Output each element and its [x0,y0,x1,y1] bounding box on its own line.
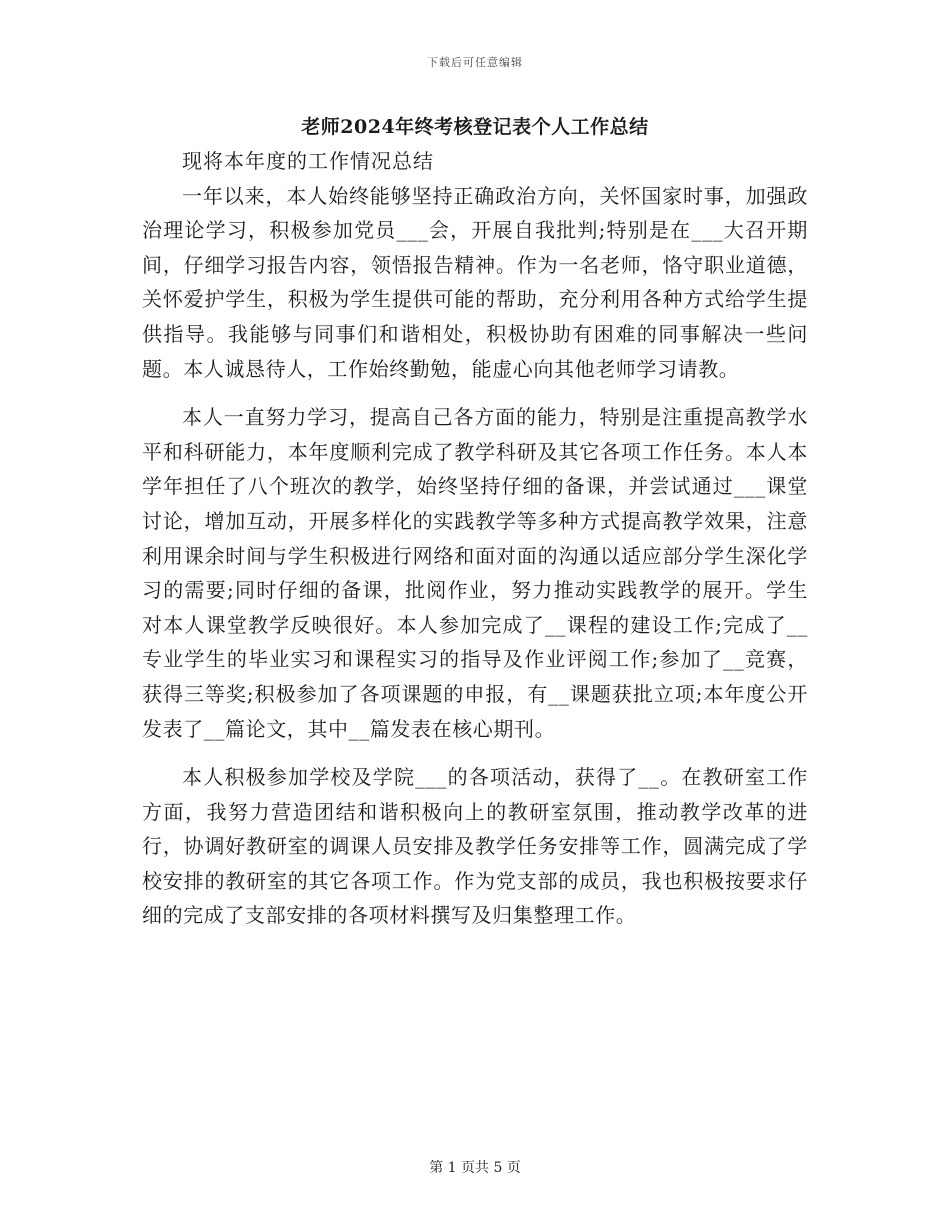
page-number-footer: 第 1 页共 5 页 [429,1160,521,1176]
header-note: 下载后可任意编辑 [427,56,523,69]
document-body [142,144,808,933]
paragraph-2: 本人一直努力学习，提高自己各方面的能力，特别是注重提高教学水平和科研能力，本年度顺利完成了教学科研及其它各项工作任务。本人本学年担任了八个班次的教学，始终坚持仔细的备课，并尝试通过___课堂讨论，增加互动，开展多样化的实践教学等多种方式提高教学效果，注意利用课余时间与学生积极进行网络和面对面的沟通以适应部分学生深化学习的需要;同时仔细的备课，批阅作业，努力推动实践教学的展开。学生对本人课堂教学反映很好。本人参加完成了__课程的建设工作;完成了__专业学生的毕业实习和课程实习的指导及作业评阅工作;参加了__竞赛，获得三等奖;积极参加了各项课题的申报，有__课题获批立项;本年度公开发表了__篇论文，其中__篇发表在核心期刊。 [142,405,808,741]
paragraph-3: 本人积极参加学校及学院___的各项活动，获得了__。在教研室工作方面，我努力营造团结和谐积极向上的教研室氛围，推动教学改革的进行，协调好教研室的调课人员安排及教学任务安排等工作，圆满完成了学校安排的教研室的其它各项工作。作为党支部的成员，我也积极按要求仔细的完成了支部安排的各项材料撰写及归集整理工作。 [142,765,808,928]
paragraph-1: 一年以来，本人始终能够坚持正确政治方向，关怀国家时事，加强政治理论学习，积极参加党员___会，开展自我批判;特别是在___大召开期间，仔细学习报告内容，领悟报告精神。作为一名老师，恪守职业道德，关怀爱护学生，积极为学生提供可能的帮助，充分利用各种方式给学生提供指导。我能够与同事们和谐相处，积极协助有困难的同事解决一些问题。本人诚恳待人，工作始终勤勉，能虚心向其他老师学习请教。 [142,183,808,381]
paragraph-intro: 现将本年度的工作情况总结 [182,149,434,173]
document-title: 老师2024年终考核登记表个人工作总结 [301,116,649,138]
